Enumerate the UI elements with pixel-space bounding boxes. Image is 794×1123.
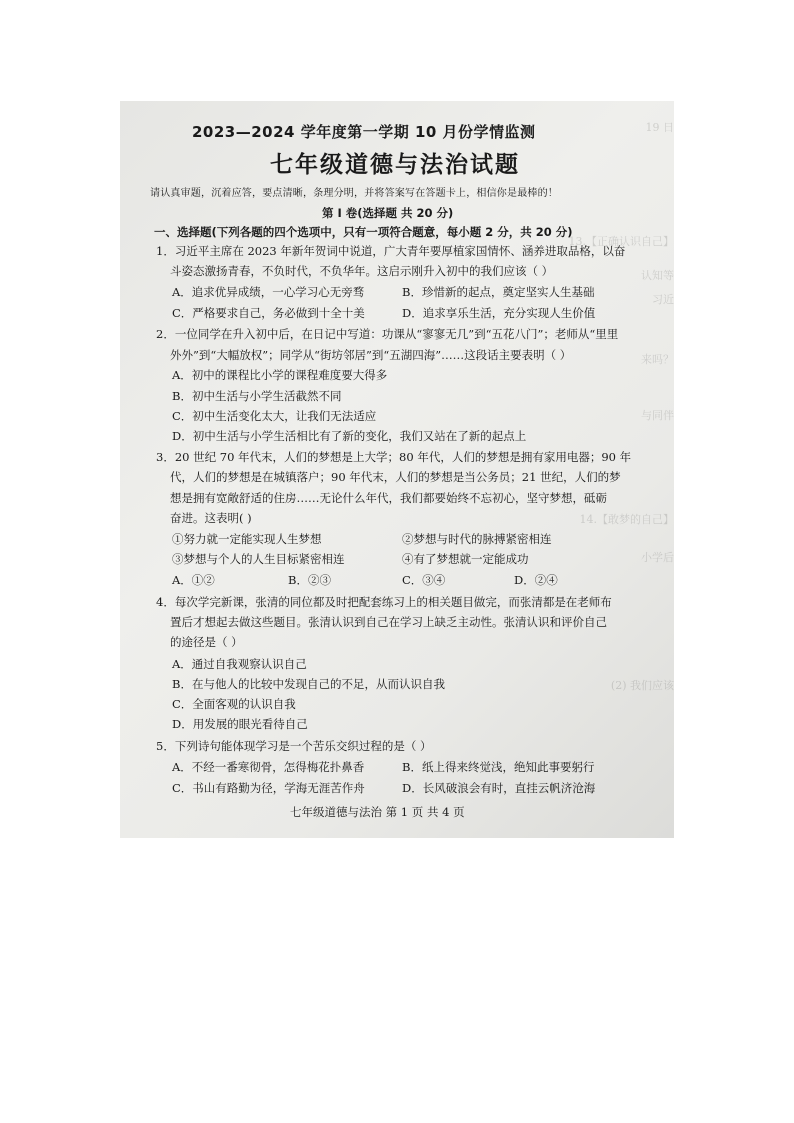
statement-3: ③梦想与个人的人生目标紧密相连 [172,552,345,566]
question-text: 奋进。这表明( ) [170,511,252,525]
option-a: A．①② [172,573,215,587]
statement-2: ②梦想与时代的脉搏紧密相连 [402,532,552,546]
option-d: D．初中生活与小学生活相比有了新的变化，我们又站在了新的起点上 [172,429,527,443]
question-text: 4．每次学完新课，张清的同位都及时把配套练习上的相关题目做完，而张清都是在老师布 [156,595,612,609]
scanned-exam-page [120,101,674,838]
option-d: D．②④ [514,573,558,587]
option-a: A．通过自我观察认识自己 [172,657,307,671]
question-text: 3．20 世纪 70 年代末，人们的梦想是上大学；80 年代，人们的梦想是拥有家用电器；90 年 [156,450,632,464]
page-footer: 七年级道德与法治 第 1 页 共 4 页 [290,805,465,819]
option-a: A．追求优异成绩，一心学习心无旁骛 [172,285,365,299]
option-d: D．长风破浪会有时，直挂云帆济沧海 [402,781,596,795]
option-b: B．珍惜新的起点，奠定坚实人生基础 [402,285,595,299]
option-b: B．②③ [288,573,331,587]
part-heading: 第 I 卷(选择题 共 20 分) [322,206,454,220]
option-d: D．追求享乐生活，充分实现人生价值 [402,306,596,320]
question-text: 代，人们的梦想是在城镇落户；90 年代末，人们的梦想是当公务员；21 世纪，人们的梦 [170,470,621,484]
question-text: 置后才想起去做这些题目。张清认识到自己在学习上缺乏主动性。张清认识和评价自己 [170,615,607,629]
option-d: D．用发展的眼光看待自己 [172,717,308,731]
question-text: 想是拥有宽敞舒适的住房……无论什么年代，我们都要始终不忘初心，坚守梦想，砥砺 [170,491,607,505]
option-c: C．③④ [402,573,446,587]
statement-4: ④有了梦想就一定能成功 [402,552,529,566]
question-text: 1．习近平主席在 2023 年新年贺词中说道，广大青年要厚植家国情怀、涵养进取品格，以奋 [156,244,626,258]
section-heading: 一、选择题(下列各题的四个选项中，只有一项符合题意，每小题 2 分，共 20 分) [154,225,573,239]
question-text: 斗姿态激扬青春，不负时代，不负华年。这启示刚升入初中的我们应该（ ） [170,264,554,278]
option-b: B．纸上得来终觉浅，绝知此事要躬行 [402,760,595,774]
option-c: C．严格要求自己，务必做到十全十美 [172,306,365,320]
option-a: A．初中的课程比小学的课程难度要大得多 [172,368,388,382]
option-c: C．初中生活变化太大，让我们无法适应 [172,409,377,423]
option-c: C．书山有路勤为径，学海无涯苦作舟 [172,781,365,795]
option-b: B．初中生活与小学生活截然不同 [172,389,342,403]
option-c: C．全面客观的认识自我 [172,697,296,711]
bleed-through-shadow: 19 日 13.【正确认识自己】 认知等 习近 来吗？ 与同伴 14.【敢梦的自己】 小学后 (2) 我们应该 [568,121,674,692]
question-text: 外外”到“大幅放权”；同学从“街坊邻居”到“五湖四海”……这段话主要表明（ ） [170,348,572,362]
exam-title: 2023—2024 学年度第一学期 10 月份学情监测 [192,123,536,141]
question-text: 5．下列诗句能体现学习是一个苦乐交织过程的是（ ） [156,739,432,753]
statement-1: ①努力就一定能实现人生梦想 [172,532,322,546]
option-a: A．不经一番寒彻骨，怎得梅花扑鼻香 [172,760,365,774]
question-text: 的途径是（ ） [170,635,243,649]
exam-subject-title: 七年级道德与法治试题 [270,152,520,178]
option-b: B．在与他人的比较中发现自己的不足，从而认识自我 [172,677,445,691]
exam-instructions: 请认真审题，沉着应答，要点清晰，条理分明，并将答案写在答题卡上，相信你是最棒的！ [150,188,558,199]
question-text: 2．一位同学在升入初中后，在日记中写道：功课从“寥寥无几”到“五花八门”；老师从“里里 [156,327,619,341]
